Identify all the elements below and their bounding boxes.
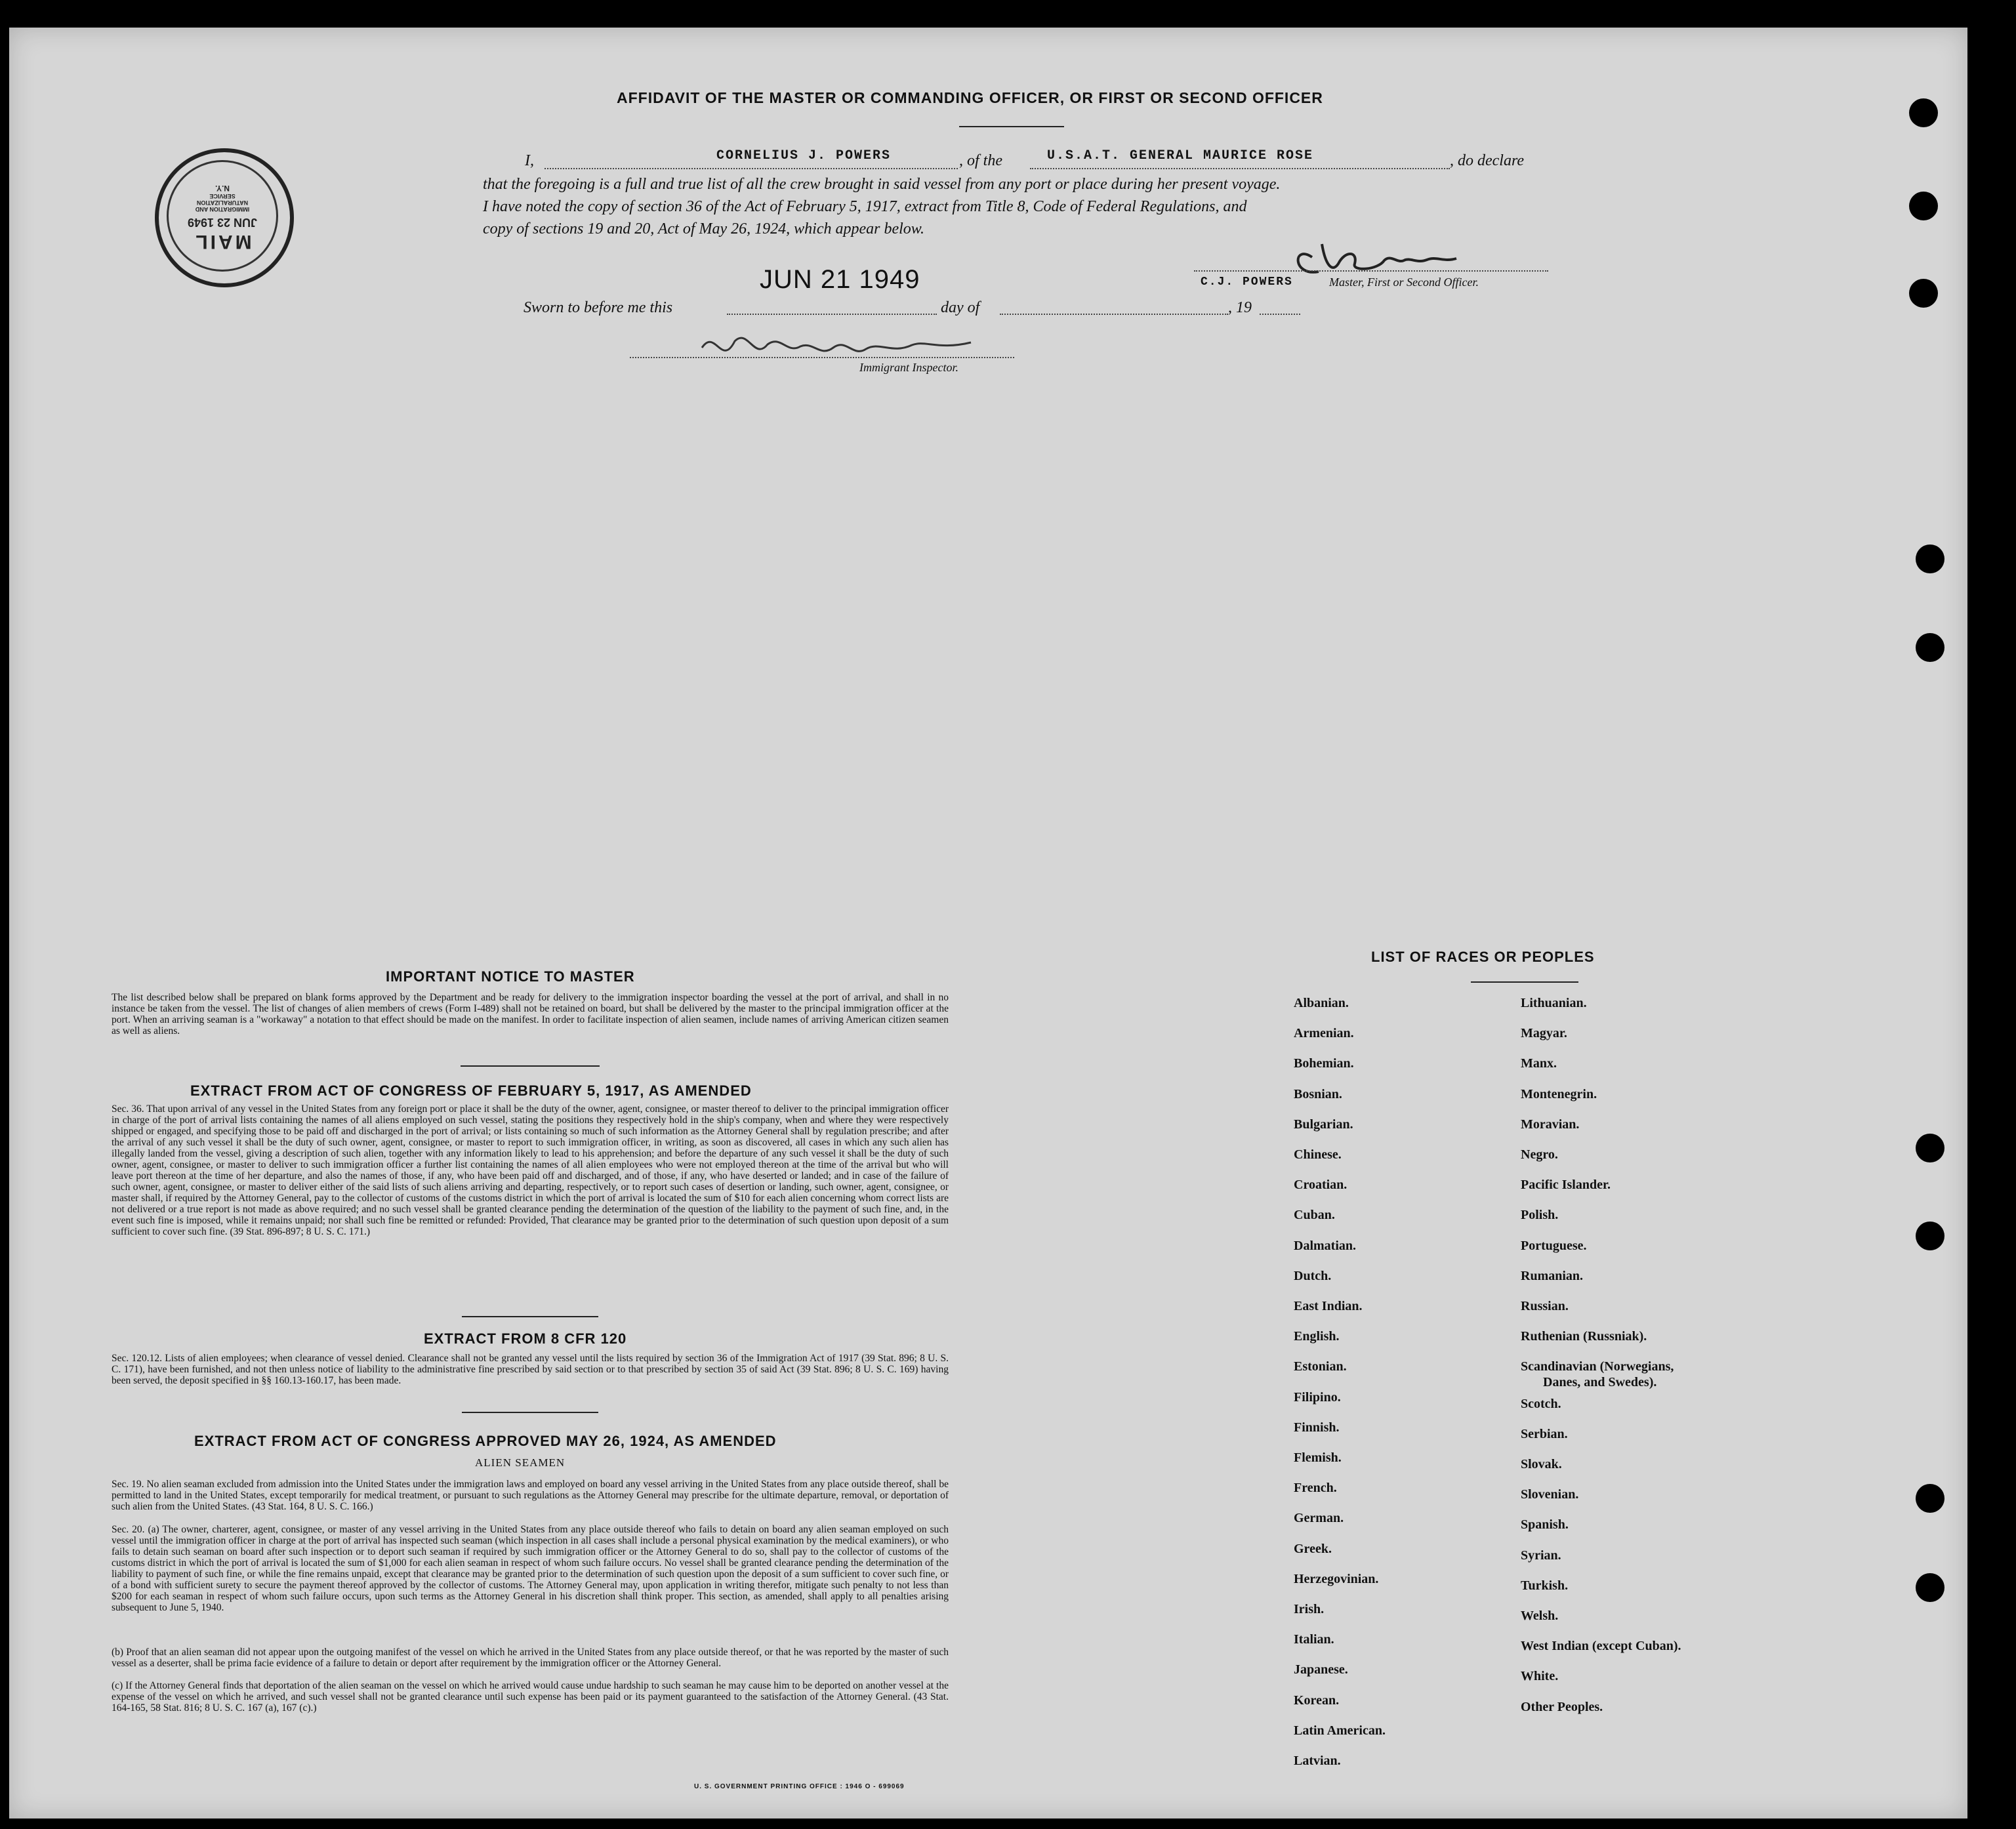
race-item: Portuguese. — [1521, 1238, 1587, 1253]
punch-hole — [1916, 1134, 1944, 1162]
race-item: Scandinavian (Norwegians, — [1521, 1359, 1674, 1374]
race-item: English. — [1294, 1329, 1340, 1344]
sworn-day-of: day of — [941, 299, 980, 316]
title-rule — [959, 126, 1064, 127]
race-item: Armenian. — [1294, 1026, 1354, 1041]
race-item: Negro. — [1521, 1147, 1558, 1162]
race-item: Turkish. — [1521, 1578, 1569, 1593]
race-item: Flemish. — [1294, 1450, 1342, 1465]
punch-hole — [1916, 1222, 1944, 1250]
declaration-line-2: that the foregoing is a full and true list of all the crew brought in said vessel from any port or place during her present voyage. — [483, 176, 1281, 193]
race-item: Irish. — [1294, 1602, 1325, 1616]
mail-received-stamp — [155, 148, 294, 287]
punch-hole — [1909, 98, 1938, 127]
race-item: German. — [1294, 1511, 1344, 1526]
punch-hole — [1916, 1573, 1944, 1602]
race-item: Latvian. — [1294, 1754, 1341, 1768]
sworn-month-line — [1000, 314, 1228, 315]
race-item: Other Peoples. — [1521, 1699, 1603, 1714]
race-item: Russian. — [1521, 1299, 1569, 1313]
notice-body: The list described below shall be prepared on blank forms approved by the Department and be ready for delivery to the immigration inspector boarding the vessel at the port of arrival, and shall in no instance be taken from the vessel. The list of changes of alien members of crews (Form I-489) shall not be retained on board, but shall be delivered by the master to the principal immigration officer at the port. When an arriving seaman is a "workaway" a notation to that effect should be made on the manifest. In order to facilitate inspection of alien seamen, include names of arriving American citizen seamen as well as aliens. — [112, 992, 949, 1037]
race-item: Finnish. — [1294, 1420, 1340, 1435]
race-item: Latin American. — [1294, 1723, 1386, 1738]
race-item: Albanian. — [1294, 996, 1349, 1010]
inspector-label: Immigrant Inspector. — [859, 361, 958, 374]
sworn-day-line — [727, 314, 937, 315]
master-name: CORNELIUS J. POWERS — [716, 148, 892, 163]
race-item: Dutch. — [1294, 1268, 1332, 1283]
sec20c-body: (c) If the Attorney General finds that deportation of the alien seaman on the vessel on which he arrived would cause undue hardship to such seaman he may cause him to be deported on another vessel at the expense of the vessel on which he arrived, and such vessel shall not be granted clearance until such expense has been paid or its payment guaranteed to the satisfaction of the Attorney General. (43 Stat. 164-165, 58 Stat. 816; 8 U. S. C. 167 (a), 167 (c).) — [112, 1680, 949, 1714]
signer-role-label: Master, First or Second Officer. — [1329, 276, 1479, 289]
race-item: Ruthenian (Russniak). — [1521, 1329, 1647, 1344]
vessel-line — [1030, 168, 1450, 169]
extract-1924-subtitle: ALIEN SEAMEN — [475, 1456, 566, 1469]
affidavit-title: AFFIDAVIT OF THE MASTER OR COMMANDING OFFICER, OR FIRST OR SECOND OFFICER — [617, 89, 1323, 106]
race-item: Slovenian. — [1521, 1487, 1579, 1502]
sec20b-body: (b) Proof that an alien seaman did not appear upon the outgoing manifest of the vessel on which he arrived in the United States from any place outside thereof, or that he was reported by the master of such vessel as a deserter, shall be prima facie evidence of a failure to detain or deport after requirement by the immigration officer or the Attorney General. — [112, 1647, 949, 1669]
race-item: Bosnian. — [1294, 1086, 1342, 1101]
race-item: Bulgarian. — [1294, 1117, 1353, 1132]
sworn-date-stamp: JUN 21 1949 — [760, 265, 920, 294]
races-title: LIST OF RACES OR PEOPLES — [1371, 949, 1595, 965]
race-item: Moravian. — [1521, 1117, 1580, 1132]
race-item: Japanese. — [1294, 1662, 1348, 1677]
printing-office-footer: U. S. GOVERNMENT PRINTING OFFICE : 1946 O - 699069 — [694, 1783, 905, 1790]
race-item: White. — [1521, 1669, 1559, 1684]
race-item: Manx. — [1521, 1056, 1557, 1071]
race-item: West Indian (except Cuban). — [1521, 1639, 1681, 1654]
race-item: Polish. — [1521, 1208, 1559, 1223]
declaration-line-4: copy of sections 19 and 20, Act of May 26, 1924, which appear below. — [483, 220, 925, 237]
race-item: East Indian. — [1294, 1299, 1363, 1313]
punch-hole — [1916, 545, 1944, 573]
race-item: Serbian. — [1521, 1426, 1568, 1441]
race-item: Chinese. — [1294, 1147, 1342, 1162]
race-item: French. — [1294, 1481, 1337, 1496]
sworn-label: Sworn to before me this — [524, 299, 673, 316]
race-item: Slovak. — [1521, 1457, 1562, 1471]
signature-line — [1194, 270, 1548, 272]
declaration-line-3: I have noted the copy of section 36 of the Act of February 5, 1917, extract from Title 8, Code of Federal Regulations, and — [483, 198, 1247, 215]
sec20a-body: Sec. 20. (a) The owner, charterer, agent, consignee, or master of any vessel arriving in the United States from any place outside thereof who fails to detain on board any alien seaman employed on such vessel until the immigration officer in charge at the port of arrival has inspected such seaman (which inspection in all cases shall include a personal physical examination by the medical examiners), or who fails to detain such seaman on board after such inspection or to deport such seaman if required by such immigration officer or the Attorney General to do so, shall pay to the collector of customs of the customs district in which the port of arrival is located the sum of $1,000 for each alien seaman in respect of whom such failure occurs. No vessel shall be granted clearance pending the determination of the liability to payment of such fine, or while the fine remains unpaid, except that clearance may be granted prior to the determination of such question upon the deposit of a sum sufficient to cover such fine, or of a bond with sufficient surety to secure the payment thereof approved by the collector of customs. The Attorney General may, upon application in writing therefor, mitigate such penalty to not less than $200 for each seaman in respect of whom such failure occurs, upon such terms as the Attorney General in his discretion shall think proper. This section, as amended, shall apply to all penalties arising subsequent to June 5, 1940. — [112, 1524, 949, 1613]
notice-rule — [461, 1065, 600, 1067]
race-item: Welsh. — [1521, 1609, 1559, 1623]
race-item: Pacific Islander. — [1521, 1178, 1611, 1193]
race-item: Magyar. — [1521, 1026, 1567, 1041]
typed-signer-name: C.J. POWERS — [1201, 276, 1293, 289]
stamp-city-text: N.Y. — [215, 184, 230, 193]
race-item: Filipino. — [1294, 1389, 1341, 1405]
cfr-body: Sec. 120.12. Lists of alien employees; when clearance of vessel denied. Clearance shall not be granted any vessel until the lists required by section 36 of the Immigration Act of 1917 (39 Stat. 896; 8 U. S. C. 171), have been furnished, and not then unless notice of liability to the administrative fine prescribed by said section or to that prescribed by section 35 of said Act (39 Stat. 896; 8 U. S. C. 169) having been served, the deposit specified in §§ 160.13-160.17, has been made. — [112, 1353, 949, 1386]
declaration-of-the: , of the — [959, 152, 1002, 169]
race-item: Croatian. — [1294, 1178, 1347, 1193]
stamp-date-text: JUN 23 1949 — [187, 216, 258, 229]
punch-hole — [1909, 279, 1938, 308]
cfr-rule — [462, 1412, 598, 1413]
punch-hole — [1909, 192, 1938, 220]
race-item: Italian. — [1294, 1632, 1334, 1647]
races-rule — [1471, 981, 1578, 983]
race-item: Cuban. — [1294, 1208, 1335, 1223]
race-item: Herzegovinian. — [1294, 1571, 1379, 1586]
punch-hole — [1916, 633, 1944, 662]
extract-1917-body: Sec. 36. That upon arrival of any vessel in the United States from any foreign port or place it shall be the duty of the owner, agent, consignee, or master thereof to deliver to the principal immigration officer in charge of the port of arrival lists containing the names of all aliens employed on such vessel, stating the positions they respectively hold in the ship's company, when and where they were respectively shipped or engaged, and specifying those to be paid off and discharged in the port of arrival; or lists containing so much of such information as the Attorney General shall by regulation prescribe; and after the arrival of any such vessel it shall be the duty of such owner, agent, consignee, or master to report to such immigration officer, in writing, as soon as discovered, all cases in which any such alien has illegally landed from the vessel, giving a description of such alien, together with any information likely to lead to his apprehension; and before the departure of any such vessel it shall be the duty of such owner, agent, consignee, or master to deliver to such immigration officer a further list containing the names of all alien employees who were not employed thereon at the time of the arrival but who will leave port thereon at the time of her departure, and also the names of those, if any, who have been paid off and discharged, and of those, if any, who have deserted or landed; and in case of the failure of such owner, agent, consignee, or master to deliver either of the said lists of such aliens arriving and departing, respectively, or to report such cases of desertion or landing, such owner, agent, consignee, or master shall, if required by the Attorney General, pay to the collector of customs of the customs district in which the port of arrival is located the sum of $10 for each alien concerning whom correct lists are not delivered or a true report is not made as above required; and no such vessel shall be granted clearance pending the determination of the question of the liability to the payment of such fine, and, in the event such fine is imposed, while it remains unpaid; nor shall such fine be remitted or refunded: Provided, That clearance may be granted prior to the determination of such question upon deposit of a sum sufficient to cover such fine. (39 Stat. 896-897; 8 U. S. C. 171.) — [112, 1103, 949, 1237]
name-line — [545, 168, 958, 169]
race-item: Estonian. — [1294, 1359, 1347, 1374]
sec19-body: Sec. 19. No alien seaman excluded from admission into the United States under the immigration laws and employed on board any vessel arriving in the United States from any place outside thereof, shall be permitted to land in the United States, except temporarily for medical treatment, or pursuant to such regulations as the Attorney General may prescribe for the ultimate departure, removal, or deportation of such alien from the United States. (43 Stat. 164, 8 U. S. C. 166.) — [112, 1479, 949, 1512]
race-item: Bohemian. — [1294, 1056, 1354, 1071]
race-item: Montenegrin. — [1521, 1086, 1597, 1101]
race-item: Greek. — [1294, 1541, 1332, 1556]
race-item: Dalmatian. — [1294, 1238, 1356, 1253]
sworn-year: , 19 — [1228, 299, 1252, 316]
declaration-i: I, — [525, 152, 534, 169]
race-item: Danes, and Swedes). — [1543, 1375, 1657, 1390]
vessel-name: U.S.A.T. GENERAL MAURICE ROSE — [1047, 148, 1314, 163]
notice-title: IMPORTANT NOTICE TO MASTER — [386, 968, 635, 985]
race-item: Scotch. — [1521, 1396, 1561, 1411]
inspector-line — [630, 357, 1014, 358]
declaration-do-declare: , do declare — [1450, 152, 1525, 169]
cfr-title: EXTRACT FROM 8 CFR 120 — [424, 1330, 627, 1347]
race-item: Lithuanian. — [1521, 996, 1587, 1010]
race-item: Korean. — [1294, 1693, 1340, 1708]
extract-1924-title: EXTRACT FROM ACT OF CONGRESS APPROVED MAY 26, 1924, AS AMENDED — [194, 1433, 777, 1449]
race-item: Syrian. — [1521, 1548, 1561, 1563]
extract-1917-rule — [462, 1316, 598, 1317]
stamp-mail-text: MAIL — [193, 231, 252, 253]
race-item: Rumanian. — [1521, 1268, 1584, 1283]
race-item: Spanish. — [1521, 1517, 1569, 1532]
stamp-agency-text: IMMIGRATION AND NATURALIZATION SERVICE — [195, 193, 250, 213]
sworn-year-line — [1260, 314, 1300, 315]
punch-hole — [1916, 1484, 1944, 1513]
extract-1917-title: EXTRACT FROM ACT OF CONGRESS OF FEBRUARY 5, 1917, AS AMENDED — [190, 1082, 752, 1099]
